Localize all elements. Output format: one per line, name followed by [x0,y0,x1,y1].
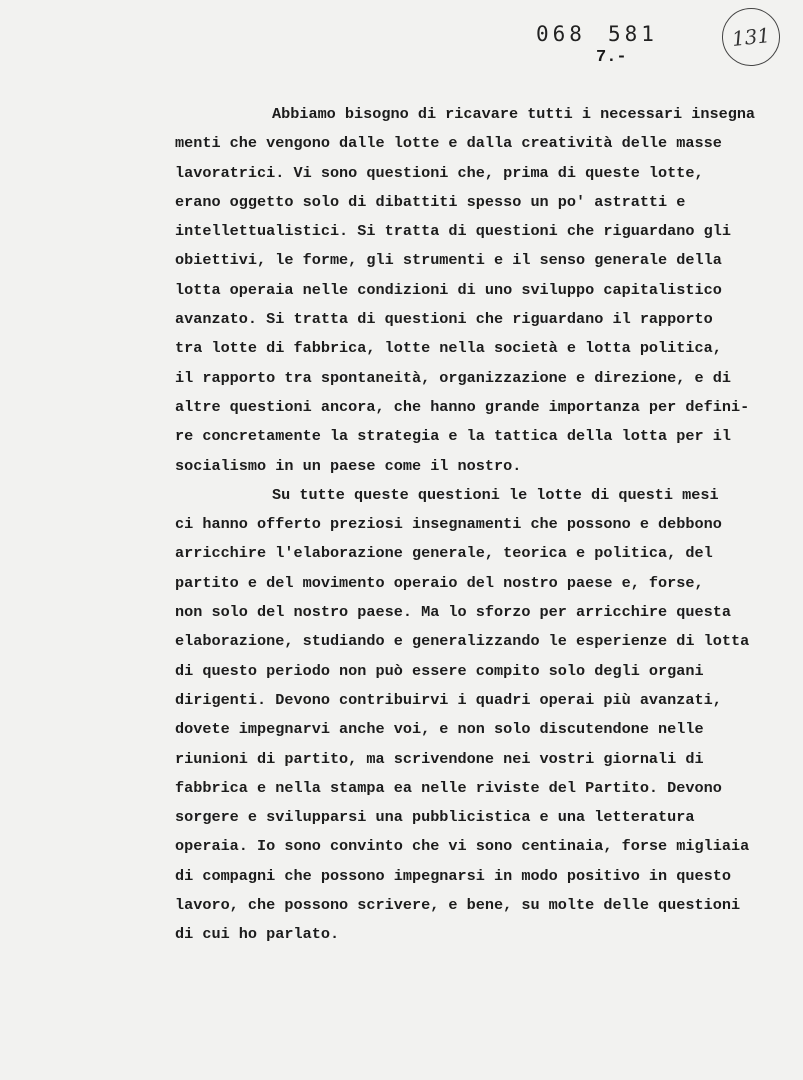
typewritten-body [175,100,803,950]
text-line: lavoro, che possono scrivere, e bene, su molte delle questioni [175,896,741,915]
stamp-number: 131 [730,23,772,51]
text-line: socialismo in un paese come il nostro. [175,456,522,475]
text-line: obiettivi, le forme, gli strumenti e il senso generale della [175,251,722,270]
text-line: riunioni di partito, ma scrivendone nei vostri giornali di [175,749,704,768]
text-line: fabbrica e nella stampa ea nelle riviste del Partito. Devono [175,778,722,797]
text-line: tra lotte di fabbrica, lotte nella società e lotta politica, [175,339,722,358]
text-line: elaborazione, studiando e generalizzando le esperienze di lotta [175,632,750,651]
text-line: il rapporto tra spontaneità, organizzazione e direzione, e di [175,368,731,387]
text-line: di questo periodo non può essere compito solo degli organi [175,661,704,680]
text-line: lavoratrici. Vi sono questioni che, prima di queste lotte, [175,163,704,182]
doc-number-part-b: 581 [607,22,658,46]
archive-document-number [536,22,658,46]
text-line: partito e del movimento operaio del nostro paese e, forse, [175,573,704,592]
text-line: intellettualistici. Si tratta di questioni che riguardano gli [175,222,731,241]
text-line: sorgere e svilupparsi una pubblicistica e una letteratura [175,808,695,827]
doc-number-part-a: 068 [536,22,586,46]
circled-page-stamp [719,5,783,69]
text-line: altre questioni ancora, che hanno grande importanza per defini- [175,397,750,416]
text-line: arricchire l'elaborazione generale, teorica e politica, del [175,544,713,563]
page-number: 7.- [596,48,627,67]
text-line: Su tutte queste questioni le lotte di questi mesi [272,485,719,504]
text-line: dirigenti. Devono contribuirvi i quadri operai più avanzati, [175,690,722,709]
text-line: di compagni che possono impegnarsi in modo positivo in questo [175,866,731,885]
text-line: avanzato. Si tratta di questioni che riguardano il rapporto [175,310,713,329]
text-line: dovete impegnarvi anche voi, e non solo discutendone nelle [175,720,704,739]
text-line: non solo del nostro paese. Ma lo sforzo per arricchire questa [175,603,731,622]
text-line: ci hanno offerto preziosi insegnamenti che possono e debbono [175,515,722,534]
text-line: menti che vengono dalle lotte e dalla creatività delle masse [175,134,722,153]
text-line: lotta operaia nelle condizioni di uno sviluppo capitalistico [175,280,722,299]
text-line: Abbiamo bisogno di ricavare tutti i necessari insegna [272,105,756,123]
text-line: di cui ho parlato. [175,925,340,944]
text-line: erano oggetto solo di dibattiti spesso un po' astratti e [175,192,686,211]
text-line: operaia. Io sono convinto che vi sono centinaia, forse migliaia [175,837,750,856]
text-line: re concretamente la strategia e la tattica della lotta per il [175,427,731,446]
